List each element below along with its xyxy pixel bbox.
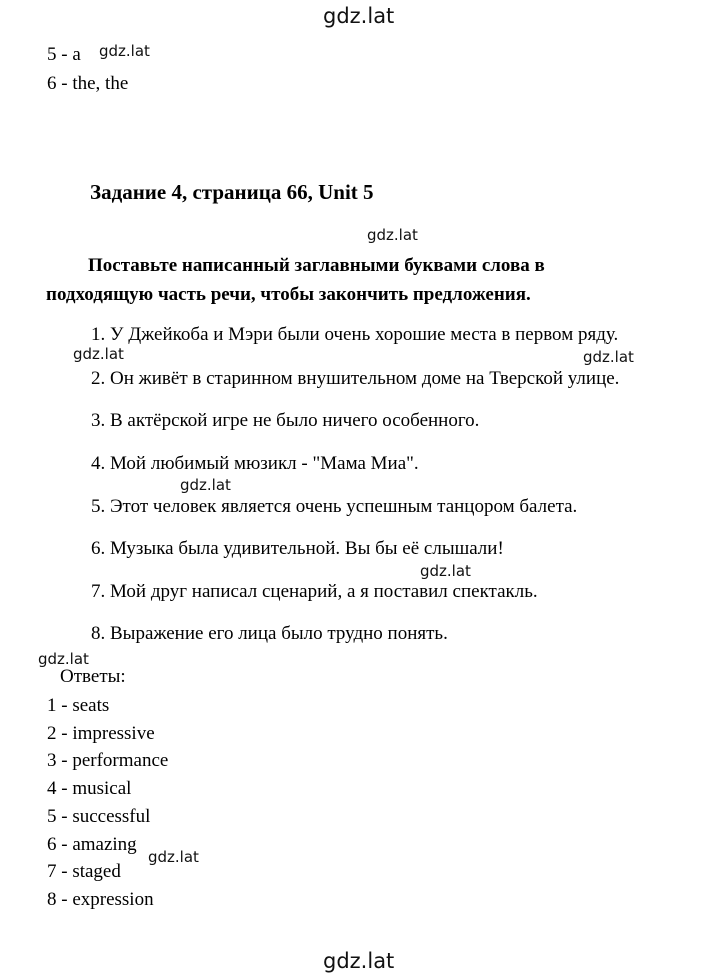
watermark-bottom: gdz.lat [323,949,395,973]
watermark: gdz.lat [420,562,471,580]
answer-1: 1 - seats [47,695,110,716]
answer-2: 2 - impressive [47,723,155,744]
instruction-line-1: Поставьте написанный заглавными буквами слова в [88,255,545,276]
sentence-2: 2. Он живёт в старинном внушительном доме на Тверской улице. [91,368,620,389]
watermark: gdz.lat [367,226,418,244]
watermark: gdz.lat [180,476,231,494]
sentence-4: 4. Мой любимый мюзикл - "Мама Миа". [91,453,419,474]
answer-8: 8 - expression [47,889,154,910]
sentence-6: 6. Музыка была удивительной. Вы бы её слышали! [91,538,504,559]
sentence-3: 3. В актёрской игре не было ничего особенного. [91,410,480,431]
sentence-1: 1. У Джейкоба и Мэри были очень хорошие места в первом ряду. [91,324,619,345]
answer-3: 3 - performance [47,750,169,771]
prev-answer-5: 5 - a [47,44,81,65]
answer-6: 6 - amazing [47,834,137,855]
prev-answer-6: 6 - the, the [47,73,129,94]
watermark-top: gdz.lat [323,4,395,28]
answer-7: 7 - staged [47,861,121,882]
answer-5: 5 - successful [47,806,151,827]
answers-label: Ответы: [60,666,126,687]
watermark: gdz.lat [583,348,634,366]
watermark: gdz.lat [99,42,150,60]
instruction-line-2: подходящую часть речи, чтобы закончить предложения. [46,284,531,305]
sentence-5: 5. Этот человек является очень успешным танцором балета. [91,496,578,517]
sentence-8: 8. Выражение его лица было трудно понять. [91,623,448,644]
watermark: gdz.lat [73,345,124,363]
watermark: gdz.lat [38,650,89,668]
watermark: gdz.lat [148,848,199,866]
answer-4: 4 - musical [47,778,132,799]
sentence-7: 7. Мой друг написал сценарий, а я поставил спектакль. [91,581,538,602]
task-title: Задание 4, страница 66, Unit 5 [90,180,374,204]
